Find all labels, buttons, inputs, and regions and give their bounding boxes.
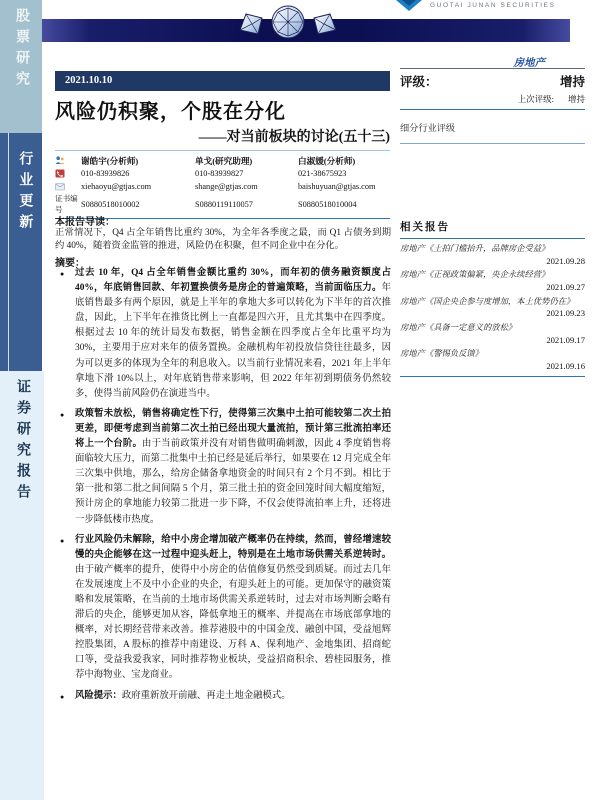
summary-bullet-risk	[75, 689, 391, 704]
analyst-email: xiehaoyu@gtjas.com	[81, 182, 152, 191]
gtja-logo-icon	[396, 0, 422, 11]
summary-bullet	[75, 407, 391, 528]
report-title: 风险仍积聚，个股在分化	[55, 101, 286, 123]
bullet-rest: 由于破产概率的提升，使得中小房企的估值修复仍然受到质疑。而过去几年在发展速度上不及中小企业的央企，有迎头赶上的可能。更加保守的融资策略和发展策略，在当前的土地市场供需关系逆转时，过去对市场判断会略有滞后的央企，能够更加从容，降低拿地王的概率、并提高在市场底部拿地的概率，对长期经营带来改善。推荐港股中的中国金茂、融创中国，受益旭辉控股集团，A 股标的推荐中南建设、万科 A、保利地产、金地集团、招商蛇口等，受益我爱我家，同时推荐物业板块，受益招商积余、碧桂园服务，推荐中海物业、宝龙商业。	[75, 564, 391, 681]
prev-rating-value: 增持	[567, 94, 585, 104]
sidebar-industry-update	[0, 133, 42, 371]
bullet-lead: 过去 10 年，Q4 占全年销售金额比重约 30%，而年初的债务融资额度占 40%，年底销售回款、年初置换债务是房企的普遍策略，当前面临压力。	[75, 268, 391, 294]
sidebar-divider-line	[8, 133, 9, 371]
gtja-logo-text: GUOTAI JUNAN SECURITIES	[430, 2, 556, 9]
report-link[interactable]: 房地产《土拍门槛抬升，品牌房企受益》	[400, 244, 550, 253]
analyst-phone-row	[55, 167, 390, 180]
prev-rating-label: 上次评级:	[517, 94, 554, 104]
analyst-phone: 010-83939827	[195, 169, 244, 178]
analyst-cert: S0880119110057	[195, 199, 253, 209]
diamonds-graphic	[228, 0, 348, 48]
report-link[interactable]: 房地产《国企央企参与度增加，本土优势仍在》	[400, 296, 575, 306]
report-link[interactable]: 房地产《警惕负反馈》	[400, 349, 483, 359]
industry-tag: 房地产	[513, 58, 545, 69]
analyst-name: 白淑媛(分析师)	[298, 155, 356, 166]
gtja-logo	[396, 0, 586, 12]
report-date: 2021.09.28	[546, 255, 585, 266]
report-date: 2021.09.16	[546, 360, 585, 371]
analyst-name: 谢皓宇(分析师)	[81, 155, 139, 166]
phone-icon	[55, 169, 65, 178]
analyst-cert: S0880518010002	[81, 199, 140, 209]
report-item	[400, 348, 585, 372]
bullet-rest: 年底销售最多有两个原因，就是上半年的拿地大多可以转化为下半年的首次推盘，因此，上下半年在推货比例上一直都是四六开，且尤其集中在四季度。根据过去 10 年的统计局发布数据，销售金额在四季度占全年比重平均为 30%，主要用于应对来年的债务置换。金融机构年初投放信贷往往最多，因为可以更多的体现为全年的利息收入。以当前行业情况来看，2021 年上半年拿地下滑 10%以上，对年底销售带来影响，但 2022 年年初到期债务仍然较多，使得当前风险仍在演进当中。	[75, 283, 391, 399]
analyst-email: shange@gtjas.com	[195, 182, 258, 191]
analyst-cert-row	[55, 193, 390, 215]
sub-industry-rating-label: 细分行业评级	[400, 110, 585, 144]
sidebar-securities-report	[0, 371, 44, 800]
report-link[interactable]: 房地产《具备一定意义的放松》	[400, 322, 517, 332]
report-date: 2021.09.17	[546, 334, 585, 345]
cert-row-label: 证书编号	[55, 194, 78, 214]
guide-text: 正常情况下，Q4 占全年销售比重约 30%，为全年各季度之最，而 Q1 占债务到期约 40%，随着资金监管的推进，风险仍在积聚，但不同企业中在分化。	[55, 228, 391, 251]
report-date: 2021.10.10	[55, 71, 390, 91]
guide-label: 本报告导读：	[55, 217, 115, 228]
sidebar-industry-update-label: 行业更新	[17, 151, 33, 235]
report-item	[400, 269, 585, 293]
analyst-table	[55, 150, 390, 219]
analyst-cert: S0880518010004	[298, 199, 357, 209]
related-reports	[400, 219, 585, 377]
analyst-name: 单戈(研究助理)	[195, 155, 253, 166]
summary-bullet	[75, 266, 391, 402]
summary-bullet-list	[75, 266, 391, 709]
analyst-name-row	[55, 154, 390, 167]
report-item	[400, 322, 585, 346]
report-date: 2021.09.27	[546, 282, 585, 293]
sidebar-stock-research-label: 股票研究	[14, 8, 29, 92]
bullet-lead: 行业风险仍未解除，给中小房企增加破产概率仍在持续，然而，曾经增速较慢的央企能够在这一过程中迎头赶上，特别是在土地市场供需关系逆转时。	[75, 534, 391, 560]
related-reports-list	[400, 239, 585, 377]
person-icon	[55, 156, 65, 165]
summary-bullet	[75, 533, 391, 684]
rating-value: 增持	[559, 75, 585, 89]
bullet-lead: 政策暂未放松，销售将确定性下行，使得第三次集中土拍可能较第二次土拍更差，即便考虑到当前第二次土拍已经出现大量流拍，预计第三批流拍率还将上一个台阶。	[75, 408, 391, 450]
report-item	[400, 243, 585, 267]
abstract-label: 摘要：	[55, 258, 85, 269]
report-link[interactable]: 房地产《正视政策偏紧，央企永续经营》	[400, 270, 550, 280]
report-date: 2021.09.23	[546, 308, 585, 319]
rating-box	[400, 68, 585, 144]
rating-label: 评级：	[400, 75, 438, 89]
sidebar-stock-research	[0, 0, 42, 133]
analyst-email-row	[55, 180, 390, 193]
analyst-phone: 021-38675923	[298, 169, 347, 178]
mail-icon	[55, 182, 65, 191]
bullet-lead: 风险提示：	[75, 690, 122, 701]
bullet-rest: 政府重新放开前融、再走土地金融模式。	[121, 690, 291, 701]
analyst-phone: 010-83939826	[81, 169, 130, 178]
bullet-rest: 由于当前政策并没有对销售做明确刺激，因此 4 季度销售将面临较大压力，而第二批集中土拍已经是延后举行，如果要在 12 月完成全年三次集中供地，那么，给房企储备拿地资金的时间只有 2 个月不到。相比于第一批和第二批之间间隔 5 个月，第三批土拍的资金回笼时间大幅度缩短，预计房企的拿地能力较第二批进一步下降，不仅会使得流拍率上升，还将进一步降低楼市热度。	[75, 439, 391, 525]
related-reports-title: 相关报告	[400, 219, 585, 239]
report-item	[400, 296, 585, 320]
sidebar-securities-report-label: 证券研究报告	[15, 379, 30, 505]
report-subtitle: ——对当前板块的讨论(五十三)	[198, 130, 390, 145]
analyst-email: baishuyuan@gtjas.com	[298, 182, 376, 191]
